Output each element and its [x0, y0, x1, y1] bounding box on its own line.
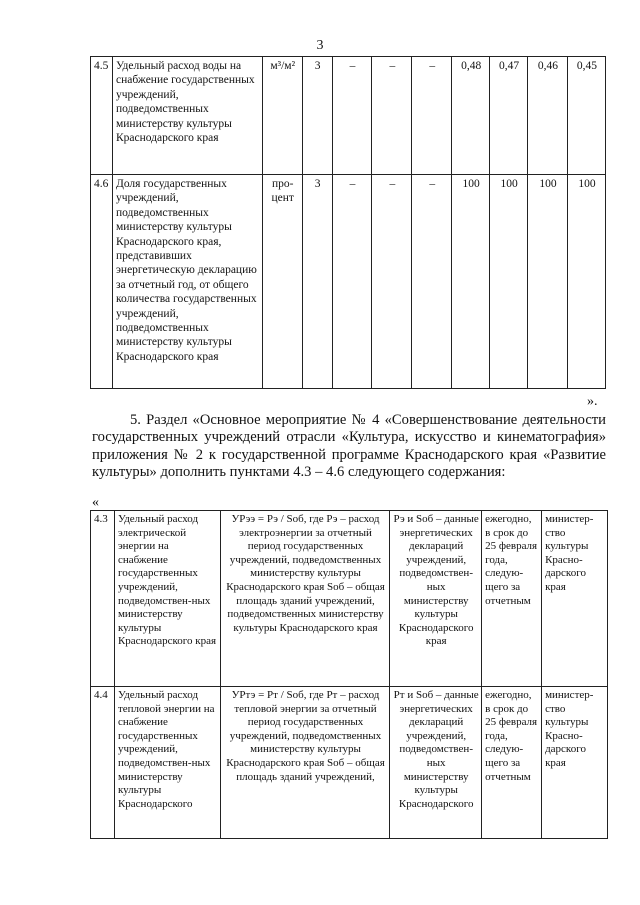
formula-cell: УРтэ = Рт / Sоб, где Рт – расход тепловой энергии за отчетный период государственных учреждений, подведомственных министерству культуры Краснодарского края Sоб – общая площадь зданий учреждений,: [220, 687, 389, 839]
table-row: [91, 687, 608, 839]
table-row: [91, 511, 608, 687]
paragraph-text: 5. Раздел «Основное мероприятие № 4 «Совершенствование деятельности государственных учреждений отрасли «Культура, искусство и кинематография» приложения № 2 к государственной программе Краснодарского края «Развитие культуры» дополнить пунктами 4.3 – 4.6 следующего содержания:: [92, 412, 606, 480]
status-cell: 3: [302, 57, 332, 175]
indicator-name: Удельный расход воды на снабжение государственных учреждений, подведомственных министерству культуры Краснодарского края: [112, 57, 262, 175]
period-cell: ежегодно, в срок до 25 февраля года, следую-щего за отчетным: [482, 687, 542, 839]
value-cell: –: [332, 175, 372, 389]
value-cell: 0,46: [528, 57, 568, 175]
row-number: 4.4: [91, 687, 115, 839]
responsible-cell: министер-ство культуры Красно-дарского края: [542, 511, 608, 687]
page-number: 3: [316, 38, 324, 53]
value-cell: 100: [567, 175, 605, 389]
indicator-name: Доля государственных учреждений, подведомственных министерству культуры Краснодарского края, представивших энергетическую декларацию за отчетный год, от общего количества государственных учреждений, подведомственных министерству культуры Краснодарского края: [112, 175, 262, 389]
responsible-cell: министер-ство культуры Красно-дарского края: [542, 687, 608, 839]
period-cell: ежегодно, в срок до 25 февраля года, следую-щего за отчетным: [482, 511, 542, 687]
value-cell: –: [412, 57, 452, 175]
unit-cell: м³/м²: [262, 57, 302, 175]
table-row: [91, 57, 606, 175]
value-cell: 0,48: [452, 57, 490, 175]
indicator-name: Удельный расход тепловой энергии на снабжение государственных учреждений, подведомствен-ных министерству культуры Краснодарского: [114, 687, 220, 839]
indicator-name: Удельный расход электрической энергии на снабжение государственных учреждений, подведомствен-ных министерству культуры Краснодарского края: [114, 511, 220, 687]
row-number: 4.6: [91, 175, 113, 389]
measures-table: [90, 510, 608, 839]
row-number: 4.3: [91, 511, 115, 687]
value-cell: 0,45: [567, 57, 605, 175]
unit-cell: про-цент: [262, 175, 302, 389]
value-cell: –: [332, 57, 372, 175]
row-number: 4.5: [91, 57, 113, 175]
table-row: [91, 175, 606, 389]
value-cell: –: [372, 57, 412, 175]
value-cell: 100: [452, 175, 490, 389]
closing-quote: ».: [587, 394, 598, 409]
value-cell: 100: [490, 175, 528, 389]
body-paragraph: [92, 412, 606, 481]
opening-quote: «: [92, 495, 99, 510]
value-cell: 100: [528, 175, 568, 389]
formula-cell: УРээ = Рэ / Sоб, где Рэ – расход электроэнергии за отчетный период государственных учреждений, подведомственных министерству культуры Краснодарского края Sоб – общая площадь зданий учреждений, подведомственных министерству культуры Краснодарского края: [220, 511, 389, 687]
value-cell: –: [412, 175, 452, 389]
source-cell: Рэ и Sоб – данные энергетических деклараций учреждений, подведомствен-ных министерству культуры Краснодарского края: [390, 511, 482, 687]
value-cell: –: [372, 175, 412, 389]
value-cell: 0,47: [490, 57, 528, 175]
status-cell: 3: [302, 175, 332, 389]
source-cell: Рт и Sоб – данные энергетических деклараций учреждений, подведомствен-ных министерству культуры Краснодарского: [390, 687, 482, 839]
indicators-table: [90, 56, 606, 389]
